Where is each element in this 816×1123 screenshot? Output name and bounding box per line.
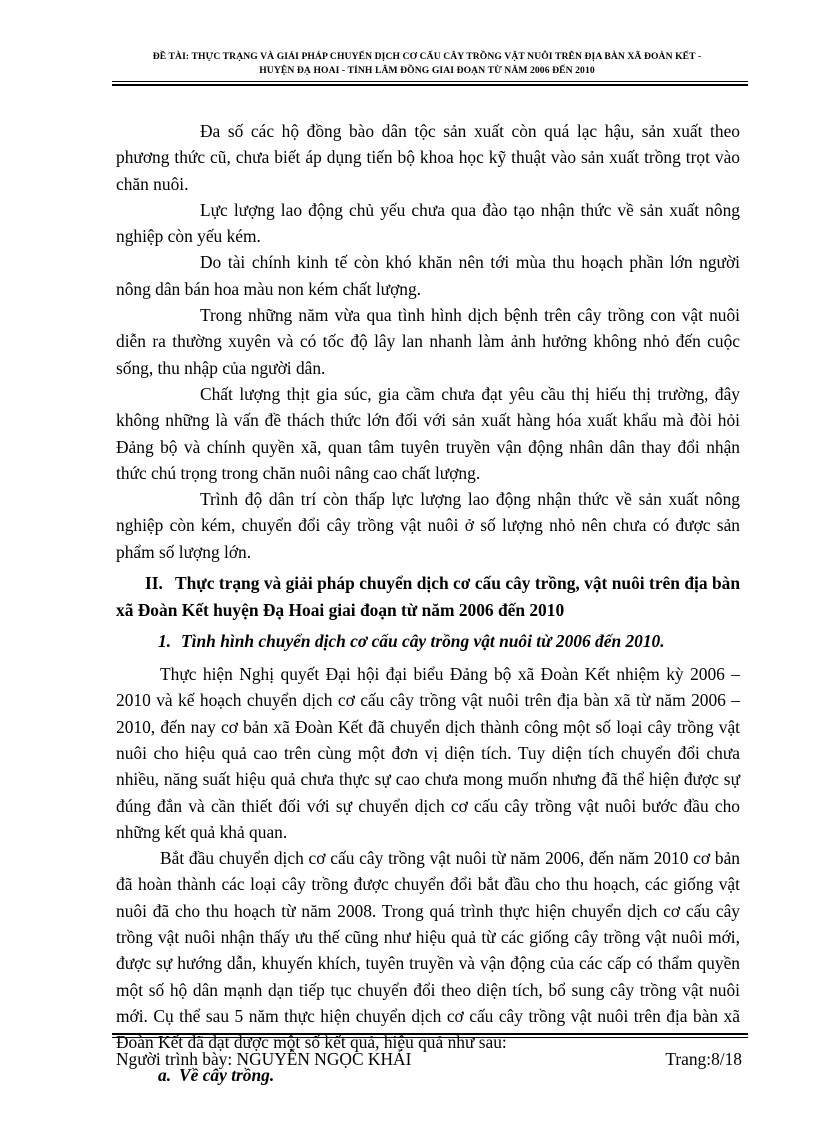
paragraph: Thực hiện Nghị quyết Đại hội đại biểu Đảng bộ xã Đoàn Kết nhiệm kỳ 2006 – 2010 và kế hoạch chuyển dịch cơ cấu cây trồng vật nuôi trên địa bàn xã từ năm 2006 – 2010, đến nay cơ bản xã Đoàn Kết đã chuyển dịch thành công một số loại cây trồng vật nuôi cho hiệu quả cao trên cùng một đơn vị diện tích. Tuy diện tích chuyển đổi chưa nhiều, năng suất hiệu quả chưa thực sự cao chưa mong muốn nhưng đã thể hiện được sự đúng đắn và cần thiết đối với sự chuyển dịch cơ cấu cây trồng vật nuôi bước đầu cho những kết quả khả quan.: [116, 664, 740, 842]
section-heading: II. Thực trạng và giải pháp chuyển dịch cơ cấu cây trồng, vật nuôi trên địa bàn xã Đoàn Kết huyện Đạ Hoai giai đoạn từ năm 2006 đến 2010: [116, 573, 740, 621]
header-rule-thin: [112, 81, 748, 82]
paragraph: Bắt đầu chuyển dịch cơ cấu cây trồng vật nuôi từ năm 2006, đến năm 2010 cơ bản đã hoàn thành các loại cây trồng được chuyển đổi bắt đầu cho thu hoạch, các giống vật nuôi đã cho thu hoạch từ năm 2008. Trong quá trình thực hiện chuyển dịch cơ cấu cây trồng vật nuôi nhận thấy ưu thế cũng như hiệu quả từ các giống cây trồng vật nuôi mới, được sự hướng dẫn, khuyến khích, tuyên truyền và vận động của các cấp có thẩm quyền một số hộ dân mạnh dạn tiếp tục chuyển đổi theo diện tích, bổ sung cây trồng vật nuôi mới. Cụ thể sau 5 năm thực hiện chuyển dịch cơ cấu cây trồng vật nuôi trên địa bàn xã Đoàn Kết đã đạt được một số kết quả, hiệu quả như sau:: [116, 848, 740, 1053]
paragraph: Lực lượng lao động chủ yếu chưa qua đào tạo nhận thức về sản xuất nông nghiệp còn yếu kém.: [116, 199, 740, 247]
subsection-heading: [158, 628, 740, 655]
subsection-number: a.: [158, 1064, 172, 1085]
document-body: [116, 118, 740, 1090]
page-number: Trang:8/18: [665, 1049, 742, 1069]
footer-rule-thick: [112, 1033, 748, 1035]
subsection-number: 1.: [158, 631, 172, 652]
header-title-line-2: HUYỆN ĐẠ HOAI - TỈNH LÂM ĐỒNG GIAI ĐOẠN TỪ NĂM 2006 ĐẾN 2010: [259, 65, 595, 76]
subsection-title: Tình hình chuyển dịch cơ cấu cây trồng vật nuôi từ 2006 đến 2010.: [181, 631, 665, 652]
footer-rule-thin: [112, 1037, 748, 1038]
header-rule-thick: [112, 84, 748, 86]
section-title: Thực trạng và giải pháp chuyển dịch cơ cấu cây trồng, vật nuôi trên địa bàn xã Đoàn Kết huyện Đạ Hoai giai đoạn từ năm 2006 đến 2010: [116, 573, 740, 621]
header-title-line-1: ĐỀ TÀI: THỰC TRẠNG VÀ GIẢI PHÁP CHUYỂN DỊCH CƠ CẤU CÂY TRỒNG VẬT NUÔI TRÊN ĐỊA BÀN XÃ ĐOÀN KẾT -: [152, 51, 702, 62]
paragraph: Trong những năm vừa qua tình hình dịch bệnh trên cây trồng con vật nuôi diễn ra thường xuyên và có tốc độ lây lan nhanh làm ảnh hưởng không nhỏ đến cuộc sống, thu nhập của người dân.: [116, 305, 740, 378]
paragraph: Đa số các hộ đồng bào dân tộc sản xuất còn quá lạc hậu, sản xuất theo phương thức cũ, chưa biết áp dụng tiến bộ khoa học kỹ thuật vào sản xuất trồng trọt vào chăn nuôi.: [116, 121, 740, 194]
presenter-name: Người trình bày: NGUYỄN NGỌC KHẢI: [116, 1049, 412, 1069]
paragraph: Chất lượng thịt gia súc, gia cầm chưa đạt yêu cầu thị hiếu thị trường, đây không những là vấn đề thách thức lớn đối với sản xuất hàng hóa xuất khẩu mà đòi hỏi Đảng bộ và chính quyền xã, quan tâm tuyên truyền vận động nhân dân thay đổi nhận thức chú trọng trong chăn nuôi nâng cao chất lượng.: [116, 383, 740, 483]
paragraph: Trình độ dân trí còn thấp lực lượng lao động nhận thức về sản xuất nông nghiệp còn kém, chuyển đổi cây trồng vật nuôi ở số lượng nhỏ nên chưa có được sản phẩm số lượng lớn.: [116, 489, 740, 562]
subsection-title: Về cây trồng.: [179, 1064, 275, 1085]
paragraph: Do tài chính kinh tế còn khó khăn nên tới mùa thu hoạch phần lớn người nông dân bán hoa màu non kém chất lượng.: [116, 252, 740, 299]
page-header: [112, 50, 742, 78]
